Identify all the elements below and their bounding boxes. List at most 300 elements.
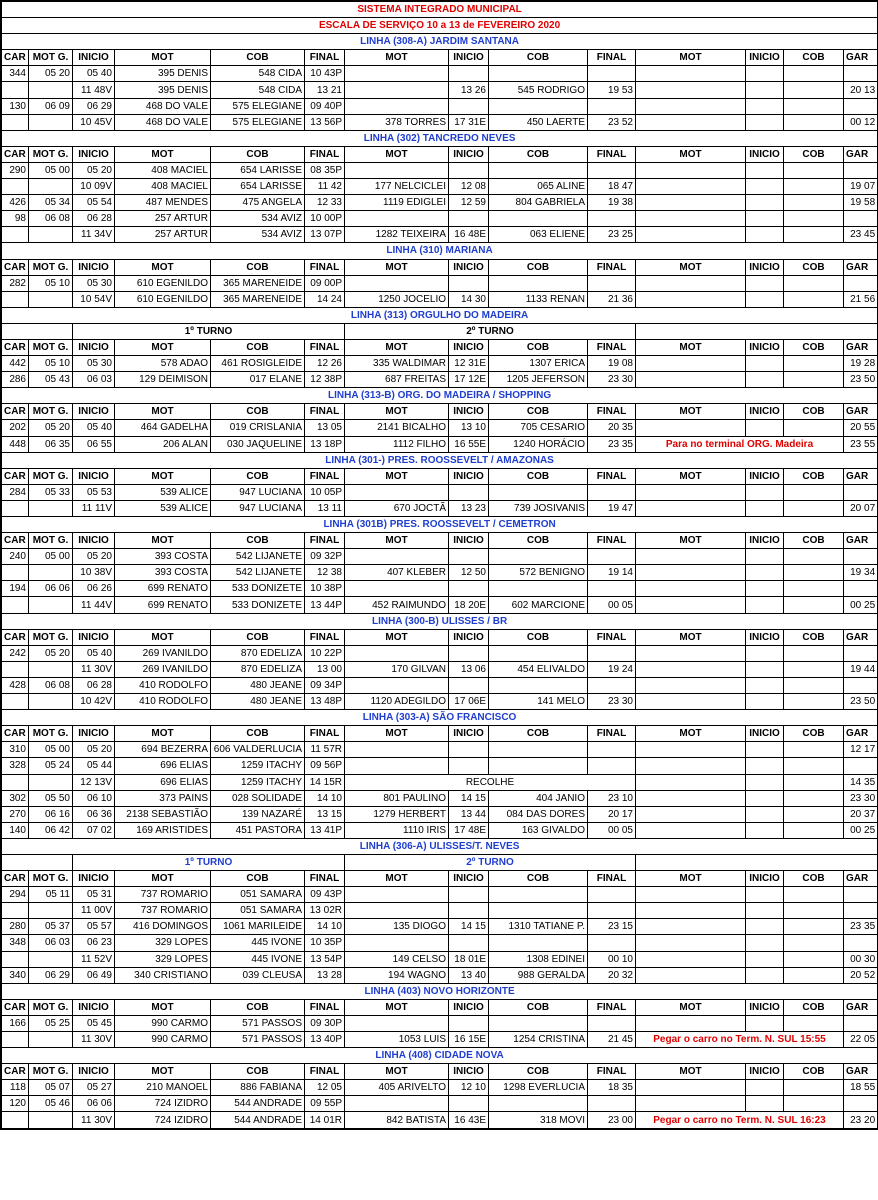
- table-cell: [29, 565, 73, 581]
- table-cell: 13 07P: [305, 227, 345, 243]
- table-cell: 20 37: [844, 806, 878, 822]
- schedule-row: [2, 66, 878, 82]
- column-header: MOT: [636, 259, 746, 275]
- table-cell: 063 ELIENE: [489, 227, 588, 243]
- table-cell: [636, 275, 746, 291]
- column-header: CAR: [2, 1064, 29, 1080]
- table-cell: [29, 500, 73, 516]
- table-cell: 065 ALINE: [489, 179, 588, 195]
- table-cell: 2141 BICALHO: [345, 420, 449, 436]
- table-cell: 11 57R: [305, 742, 345, 758]
- table-cell: 23 30: [588, 694, 636, 710]
- column-header: INICIO: [449, 1064, 489, 1080]
- table-cell: 310: [2, 742, 29, 758]
- line-title: LINHA (310) MARIANA: [2, 243, 878, 259]
- table-cell: [636, 1015, 746, 1031]
- table-cell: [636, 565, 746, 581]
- table-cell: 194: [2, 581, 29, 597]
- table-cell: 202: [2, 420, 29, 436]
- column-header: COB: [211, 339, 305, 355]
- column-header: CAR: [2, 871, 29, 887]
- schedule-note: Pegar o carro no Term. N. SUL 16:23: [636, 1112, 844, 1128]
- table-cell: 23 55: [844, 436, 878, 452]
- schedule-row: [2, 758, 878, 774]
- table-cell: 335 WALDIMAR: [345, 356, 449, 372]
- schedule-row: [2, 903, 878, 919]
- table-cell: 00 05: [588, 822, 636, 838]
- column-header: COB: [211, 146, 305, 162]
- table-cell: [489, 66, 588, 82]
- table-cell: 454 ELIVALDO: [489, 661, 588, 677]
- table-cell: [784, 742, 844, 758]
- table-cell: 13 54P: [305, 951, 345, 967]
- column-header: INICIO: [449, 404, 489, 420]
- table-cell: [29, 291, 73, 307]
- schedule-row: [2, 935, 878, 951]
- table-cell: 10 45V: [73, 114, 115, 130]
- table-cell: 1240 HORÁCIO: [489, 436, 588, 452]
- table-cell: 19 34: [844, 565, 878, 581]
- table-cell: [746, 742, 784, 758]
- schedule-note: Pegar o carro no Term. N. SUL 15:55: [636, 1032, 844, 1048]
- table-cell: [746, 484, 784, 500]
- table-cell: 257 ARTUR: [115, 227, 211, 243]
- table-cell: 05 00: [29, 742, 73, 758]
- table-cell: [489, 211, 588, 227]
- table-cell: [2, 500, 29, 516]
- table-cell: [636, 420, 746, 436]
- table-cell: 21 36: [588, 291, 636, 307]
- column-header: MOT: [636, 468, 746, 484]
- column-header-row: [2, 629, 878, 645]
- column-header: INICIO: [449, 871, 489, 887]
- table-cell: 329 LOPES: [115, 951, 211, 967]
- schedule-row: [2, 967, 878, 983]
- table-cell: 13 44: [449, 806, 489, 822]
- table-cell: [784, 1096, 844, 1112]
- table-cell: 696 ELIAS: [115, 774, 211, 790]
- table-cell: 12 31E: [449, 356, 489, 372]
- table-cell: [345, 484, 449, 500]
- table-cell: 194 WAGNO: [345, 967, 449, 983]
- table-cell: 06 36: [73, 806, 115, 822]
- document-subtitle: ESCALA DE SERVIÇO 10 a 13 de FEVEREIRO 2020: [2, 18, 878, 34]
- column-header: FINAL: [588, 404, 636, 420]
- column-header: INICIO: [73, 468, 115, 484]
- table-cell: 290: [2, 162, 29, 178]
- table-cell: [746, 114, 784, 130]
- table-cell: 13 41P: [305, 822, 345, 838]
- column-header: FINAL: [588, 259, 636, 275]
- table-cell: 23 35: [588, 436, 636, 452]
- table-cell: [746, 1015, 784, 1031]
- table-cell: 452 RAIMUNDO: [345, 597, 449, 613]
- column-header: INICIO: [449, 339, 489, 355]
- schedule-row: [2, 774, 878, 790]
- table-cell: [784, 806, 844, 822]
- table-cell: 410 RODOLFO: [115, 694, 211, 710]
- table-cell: [844, 887, 878, 903]
- column-header: INICIO: [73, 726, 115, 742]
- column-header-row: [2, 404, 878, 420]
- table-cell: 11 48V: [73, 82, 115, 98]
- table-cell: 14 01R: [305, 1112, 345, 1128]
- table-cell: [746, 919, 784, 935]
- table-cell: [784, 694, 844, 710]
- table-cell: 533 DONIZETE: [211, 581, 305, 597]
- table-cell: [588, 903, 636, 919]
- table-cell: 302: [2, 790, 29, 806]
- table-cell: [636, 179, 746, 195]
- table-cell: 14 15: [449, 790, 489, 806]
- column-header: CAR: [2, 50, 29, 66]
- table-cell: [746, 967, 784, 983]
- table-cell: 05 33: [29, 484, 73, 500]
- table-cell: [636, 291, 746, 307]
- table-cell: [449, 549, 489, 565]
- table-cell: 1110 IRIS: [345, 822, 449, 838]
- table-cell: 445 IVONE: [211, 935, 305, 951]
- column-header: FINAL: [305, 629, 345, 645]
- table-cell: [588, 742, 636, 758]
- table-cell: 00 30: [844, 951, 878, 967]
- column-header: MOT: [636, 629, 746, 645]
- table-cell: 051 SAMARA: [211, 903, 305, 919]
- schedule-row: [2, 1096, 878, 1112]
- table-cell: [29, 82, 73, 98]
- table-cell: 13 18P: [305, 436, 345, 452]
- table-cell: 842 BATISTA: [345, 1112, 449, 1128]
- table-cell: [588, 275, 636, 291]
- table-cell: 13 26: [449, 82, 489, 98]
- table-cell: 542 LIJANETE: [211, 549, 305, 565]
- table-cell: 328: [2, 758, 29, 774]
- table-cell: 801 PAULINO: [345, 790, 449, 806]
- column-header: MOT: [345, 50, 449, 66]
- table-cell: [844, 549, 878, 565]
- table-cell: 10 00P: [305, 211, 345, 227]
- column-header-row: [2, 50, 878, 66]
- table-cell: 286: [2, 372, 29, 388]
- column-header: INICIO: [746, 404, 784, 420]
- column-header: MOT: [345, 629, 449, 645]
- column-header: FINAL: [588, 50, 636, 66]
- column-header: INICIO: [73, 999, 115, 1015]
- table-cell: 17 06E: [449, 694, 489, 710]
- schedule-table: [1, 1, 878, 1129]
- table-cell: 14 24: [305, 291, 345, 307]
- table-cell: 548 CIDA: [211, 82, 305, 98]
- table-cell: 06 42: [29, 822, 73, 838]
- table-cell: [636, 758, 746, 774]
- table-cell: 990 CARMO: [115, 1032, 211, 1048]
- column-header: COB: [211, 468, 305, 484]
- table-cell: 12 33: [305, 195, 345, 211]
- table-cell: 428: [2, 677, 29, 693]
- table-cell: [636, 484, 746, 500]
- table-cell: [489, 742, 588, 758]
- table-cell: 687 FREITAS: [345, 372, 449, 388]
- table-cell: 05 40: [73, 420, 115, 436]
- table-cell: [844, 211, 878, 227]
- line-title: LINHA (301-) PRES. ROOSSEVELT / AMAZONAS: [2, 452, 878, 468]
- line-row: [2, 243, 878, 259]
- column-header: INICIO: [746, 726, 784, 742]
- column-header: FINAL: [588, 1064, 636, 1080]
- table-cell: 19 53: [588, 82, 636, 98]
- table-cell: 19 08: [588, 356, 636, 372]
- table-cell: 039 CLEUSA: [211, 967, 305, 983]
- table-cell: [746, 935, 784, 951]
- table-cell: [345, 275, 449, 291]
- table-cell: 18 55: [844, 1080, 878, 1096]
- table-cell: [636, 967, 746, 983]
- column-header-row: [2, 339, 878, 355]
- table-cell: [784, 211, 844, 227]
- table-cell: 20 55: [844, 420, 878, 436]
- table-cell: 575 ELEGIANE: [211, 114, 305, 130]
- table-cell: [784, 500, 844, 516]
- table-cell: [784, 903, 844, 919]
- line-row: [2, 838, 878, 854]
- table-cell: 13 44P: [305, 597, 345, 613]
- table-cell: 13 11: [305, 500, 345, 516]
- table-cell: [345, 903, 449, 919]
- table-cell: [844, 1096, 878, 1112]
- table-cell: [449, 645, 489, 661]
- table-cell: [489, 549, 588, 565]
- column-header: GAR: [844, 146, 878, 162]
- schedule-row: [2, 887, 878, 903]
- table-cell: [746, 903, 784, 919]
- table-cell: 11 52V: [73, 951, 115, 967]
- table-cell: [844, 66, 878, 82]
- table-cell: [636, 195, 746, 211]
- table-cell: 05 20: [73, 162, 115, 178]
- column-header: COB: [489, 726, 588, 742]
- table-cell: 240: [2, 549, 29, 565]
- table-cell: [636, 211, 746, 227]
- table-cell: 06 28: [73, 211, 115, 227]
- table-cell: [784, 484, 844, 500]
- table-cell: 20 17: [588, 806, 636, 822]
- table-cell: 05 10: [29, 275, 73, 291]
- table-cell: [636, 98, 746, 114]
- table-cell: [588, 677, 636, 693]
- table-cell: [2, 565, 29, 581]
- table-cell: 06 23: [73, 935, 115, 951]
- table-cell: 05 11: [29, 887, 73, 903]
- table-cell: [784, 967, 844, 983]
- table-cell: [746, 645, 784, 661]
- table-cell: [784, 179, 844, 195]
- table-cell: [784, 951, 844, 967]
- table-cell: [489, 162, 588, 178]
- table-cell: 606 VALDERLUCIA: [211, 742, 305, 758]
- schedule-row: [2, 951, 878, 967]
- column-header: INICIO: [73, 259, 115, 275]
- table-cell: 329 LOPES: [115, 935, 211, 951]
- table-cell: 16 48E: [449, 227, 489, 243]
- table-cell: 12 59: [449, 195, 489, 211]
- table-cell: 11 30V: [73, 1032, 115, 1048]
- table-cell: 544 ANDRADE: [211, 1096, 305, 1112]
- table-cell: 10 05P: [305, 484, 345, 500]
- column-header: COB: [784, 1064, 844, 1080]
- column-header: FINAL: [588, 726, 636, 742]
- table-cell: [489, 98, 588, 114]
- table-cell: 318 MOVI: [489, 1112, 588, 1128]
- table-cell: 1254 CRISTINA: [489, 1032, 588, 1048]
- table-cell: [2, 291, 29, 307]
- table-cell: [784, 372, 844, 388]
- table-cell: [746, 694, 784, 710]
- table-cell: 149 CELSO: [345, 951, 449, 967]
- table-cell: 1133 RENAN: [489, 291, 588, 307]
- column-header: GAR: [844, 404, 878, 420]
- table-cell: 14 15R: [305, 774, 345, 790]
- table-cell: 534 AVIZ: [211, 227, 305, 243]
- table-cell: 05 30: [73, 275, 115, 291]
- table-cell: 804 GABRIELA: [489, 195, 588, 211]
- table-cell: 05 53: [73, 484, 115, 500]
- table-cell: 10 42V: [73, 694, 115, 710]
- table-cell: 442: [2, 356, 29, 372]
- table-cell: 05 20: [73, 742, 115, 758]
- table-cell: 00 25: [844, 597, 878, 613]
- table-cell: 480 JEANE: [211, 677, 305, 693]
- table-cell: 05 34: [29, 195, 73, 211]
- table-cell: 06 10: [73, 790, 115, 806]
- column-header: COB: [784, 726, 844, 742]
- table-cell: 448: [2, 436, 29, 452]
- table-cell: 05 27: [73, 1080, 115, 1096]
- table-cell: 461 ROSIGLEIDE: [211, 356, 305, 372]
- column-header: COB: [211, 404, 305, 420]
- schedule-row: [2, 1080, 878, 1096]
- table-cell: 1112 FILHO: [345, 436, 449, 452]
- table-cell: 13 02R: [305, 903, 345, 919]
- table-cell: [636, 227, 746, 243]
- table-cell: 426: [2, 195, 29, 211]
- table-cell: 408 MACIEL: [115, 162, 211, 178]
- turno-spacer: [636, 854, 878, 870]
- table-cell: [746, 1080, 784, 1096]
- table-cell: [29, 1112, 73, 1128]
- table-cell: [2, 597, 29, 613]
- table-cell: [746, 549, 784, 565]
- column-header: GAR: [844, 629, 878, 645]
- table-cell: 464 GADELHA: [115, 420, 211, 436]
- schedule-row: [2, 291, 878, 307]
- schedule-row: [2, 790, 878, 806]
- table-cell: [746, 581, 784, 597]
- table-cell: 14 10: [305, 919, 345, 935]
- table-cell: 166: [2, 1015, 29, 1031]
- schedule-row: [2, 919, 878, 935]
- table-cell: 348: [2, 935, 29, 951]
- table-cell: [844, 758, 878, 774]
- table-cell: [844, 935, 878, 951]
- column-header: INICIO: [449, 468, 489, 484]
- column-header: MOT G.: [29, 404, 73, 420]
- line-title: LINHA (303-A) SÃO FRANCISCO: [2, 710, 878, 726]
- table-cell: [345, 1096, 449, 1112]
- table-cell: [588, 581, 636, 597]
- table-cell: [588, 98, 636, 114]
- column-header: COB: [211, 726, 305, 742]
- column-header: INICIO: [73, 533, 115, 549]
- table-cell: [345, 645, 449, 661]
- table-cell: [29, 114, 73, 130]
- table-cell: 120: [2, 1096, 29, 1112]
- table-cell: [784, 227, 844, 243]
- column-header: INICIO: [73, 1064, 115, 1080]
- table-cell: [588, 887, 636, 903]
- table-cell: 00 10: [588, 951, 636, 967]
- table-cell: 23 52: [588, 114, 636, 130]
- table-cell: [489, 887, 588, 903]
- table-cell: 129 DEIMISON: [115, 372, 211, 388]
- table-cell: [636, 742, 746, 758]
- table-cell: 282: [2, 275, 29, 291]
- table-cell: [449, 98, 489, 114]
- column-header-row: [2, 533, 878, 549]
- column-header: CAR: [2, 146, 29, 162]
- table-cell: 475 ANGELA: [211, 195, 305, 211]
- table-cell: 257 ARTUR: [115, 211, 211, 227]
- column-header: INICIO: [449, 50, 489, 66]
- table-cell: 05 20: [29, 420, 73, 436]
- table-cell: 170 GILVAN: [345, 661, 449, 677]
- table-cell: [784, 275, 844, 291]
- table-cell: [636, 1080, 746, 1096]
- table-cell: 947 LUCIANA: [211, 484, 305, 500]
- column-header: FINAL: [588, 146, 636, 162]
- column-header: MOT: [345, 726, 449, 742]
- schedule-row: [2, 1032, 878, 1048]
- table-cell: 05 00: [29, 549, 73, 565]
- column-header: CAR: [2, 533, 29, 549]
- column-header: FINAL: [305, 871, 345, 887]
- table-cell: [784, 98, 844, 114]
- column-header: COB: [489, 629, 588, 645]
- column-header: FINAL: [305, 146, 345, 162]
- table-cell: [449, 484, 489, 500]
- column-header: INICIO: [449, 629, 489, 645]
- table-cell: [489, 758, 588, 774]
- table-cell: 20 35: [588, 420, 636, 436]
- table-cell: 017 ELANE: [211, 372, 305, 388]
- column-header: MOT: [636, 533, 746, 549]
- schedule-row: [2, 694, 878, 710]
- line-title: LINHA (308-A) JARDIM SANTANA: [2, 34, 878, 50]
- column-header: CAR: [2, 999, 29, 1015]
- column-header: MOT G.: [29, 259, 73, 275]
- column-header: MOT: [115, 533, 211, 549]
- table-cell: 05 40: [73, 66, 115, 82]
- line-row: [2, 613, 878, 629]
- table-cell: [489, 581, 588, 597]
- table-cell: 06 16: [29, 806, 73, 822]
- table-cell: [449, 1096, 489, 1112]
- table-cell: [844, 581, 878, 597]
- table-cell: 00 12: [844, 114, 878, 130]
- table-cell: 135 DIOGO: [345, 919, 449, 935]
- table-cell: 737 ROMARIO: [115, 887, 211, 903]
- table-cell: 06 03: [73, 372, 115, 388]
- turno-row: [2, 854, 878, 870]
